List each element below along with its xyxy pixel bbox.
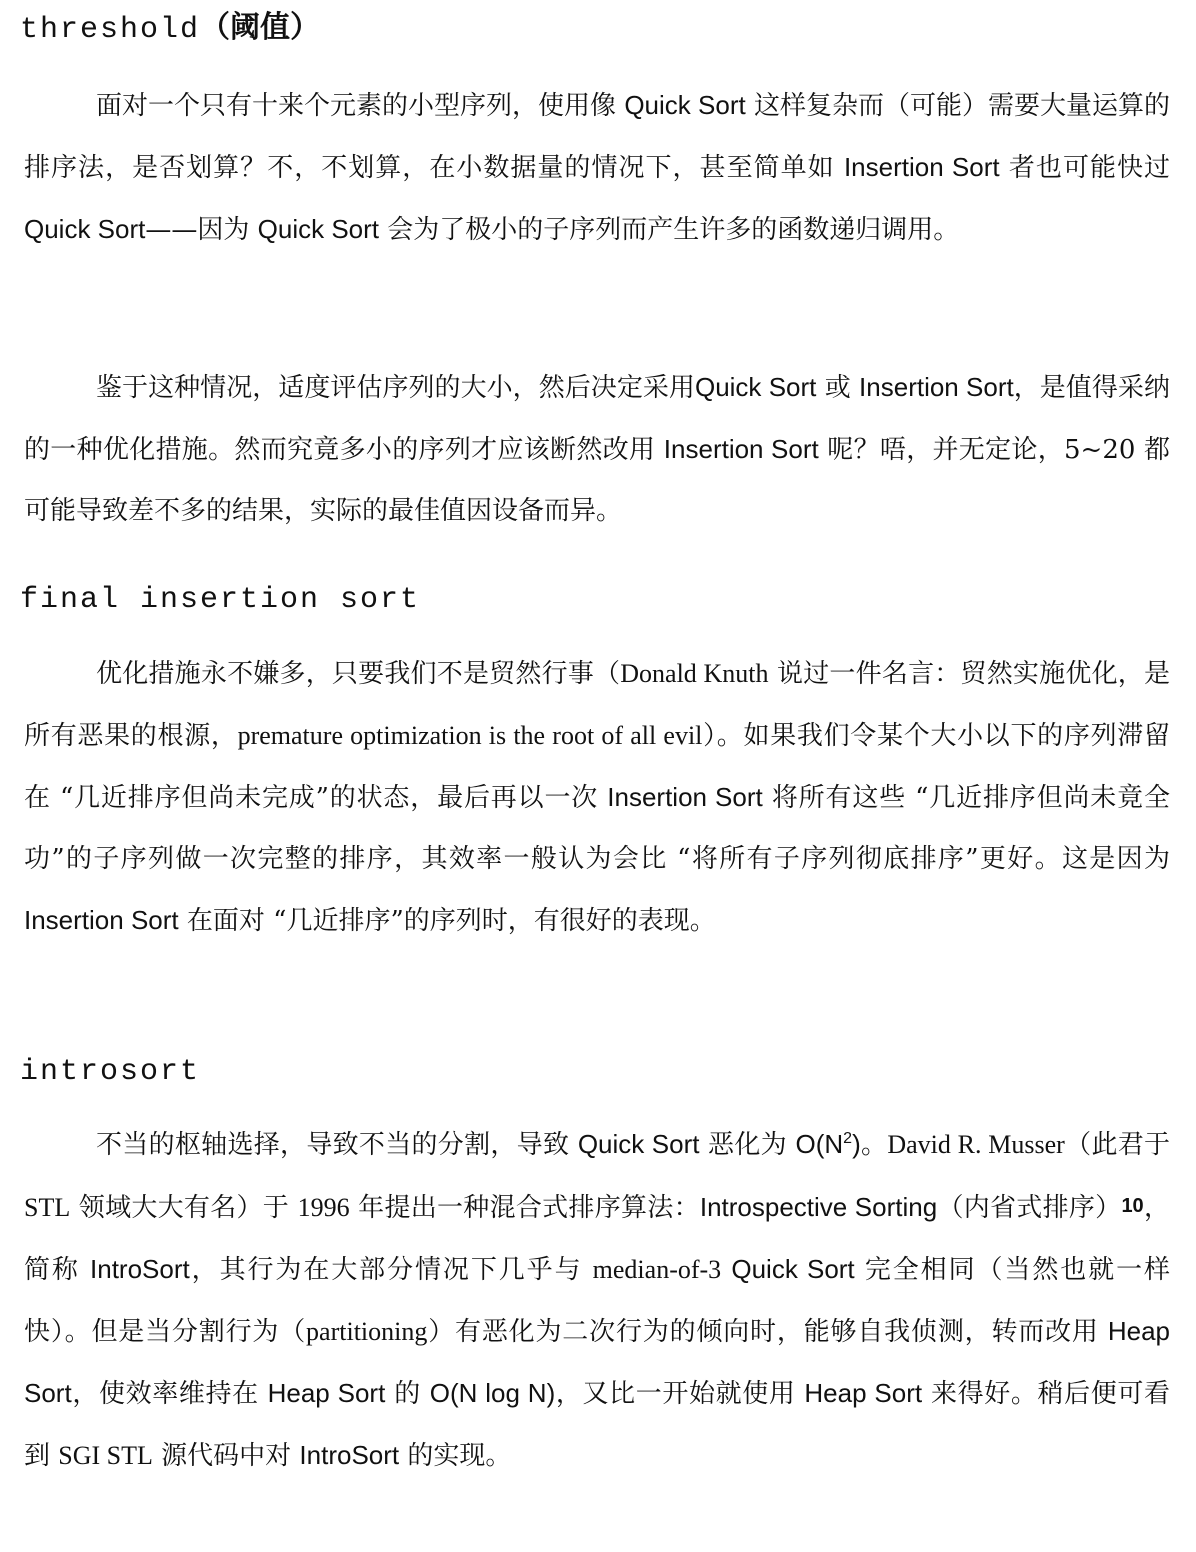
paragraph-text: 优化措施永不嫌多，只要我们不是贸然行事（Donald Knuth 说过一件名言：贸然实施优化，是所有恶果的根源，premature optimization is the root of all evil）。如果我们令某个大小以下的序列滞留在 “几近排序但尚未完成”的状态，最后再以一次 Insertion Sort 将所有这些 “几近排序但尚未竟全功”的子序列做一次完整的排序，其效率一般认为会比 “将所有子序列彻底排序”更好。这是因为 Insertion Sort 在面对 “几近排序”的序列时，有很好的表现。 (24, 659, 1170, 936)
paragraph-text: 鉴于这种情况，适度评估序列的大小，然后决定采用Quick Sort 或 Insertion Sort，是值得采纳的一种优化措施。然而究竟多小的序列才应该断然改用 Insertion Sort 呢？唔，并无定论，5~20 都可能导致差不多的结果，实际的最佳值因设备而异。 (24, 372, 1170, 526)
heading-text: threshold (20, 13, 201, 47)
section-heading-introsort (20, 1052, 200, 1092)
section-heading-threshold (20, 8, 320, 50)
paragraph-text: 不当的枢轴选择，导致不当的分割，导致 Quick Sort 恶化为 $O(N^2)$。David R. Musser（此君于 STL 领域大大有名）于 1996 年提出一种混合式排序算法：Introspective Sorting（内省式排序）10，简称 IntroSort，其行为在大部分情况下几乎与 median-of-3 Quick Sort 完全相同（当然也就一样快）。但是当分割行为（partitioning）有恶化为二次行为的倾向时，能够自我侦测，转而改用 Heap Sort，使效率维持在 Heap Sort 的 O(N log N)，又比一开始就使用 Heap Sort 来得好。稍后便可看到 SGI STL 源代码中对 IntroSort 的实现。 (24, 1129, 1171, 1471)
paragraph-text: 面对一个只有十来个元素的小型序列，使用像 Quick Sort 这样复杂而（可能）需要大量运算的排序法，是否划算？不，不划算，在小数据量的情况下，甚至简单如 Insertion Sort 者也可能快过 Quick Sort——因为 Quick Sort 会为了极小的子序列而产生许多的函数递归调用。 (24, 90, 1171, 245)
heading-text: introsort (20, 1055, 201, 1089)
paragraph-threshold-2 (24, 357, 1170, 542)
heading-text: final insertion sort (20, 583, 421, 617)
footnote-ref[interactable]: 10 (1121, 1195, 1144, 1217)
paragraph-threshold-1 (24, 75, 1170, 261)
section-heading-final-insertion-sort (20, 580, 420, 620)
paragraph-introsort (24, 1114, 1170, 1487)
heading-cjk-text: （阈值） (200, 10, 321, 45)
paragraph-final-insertion-sort (24, 643, 1170, 952)
